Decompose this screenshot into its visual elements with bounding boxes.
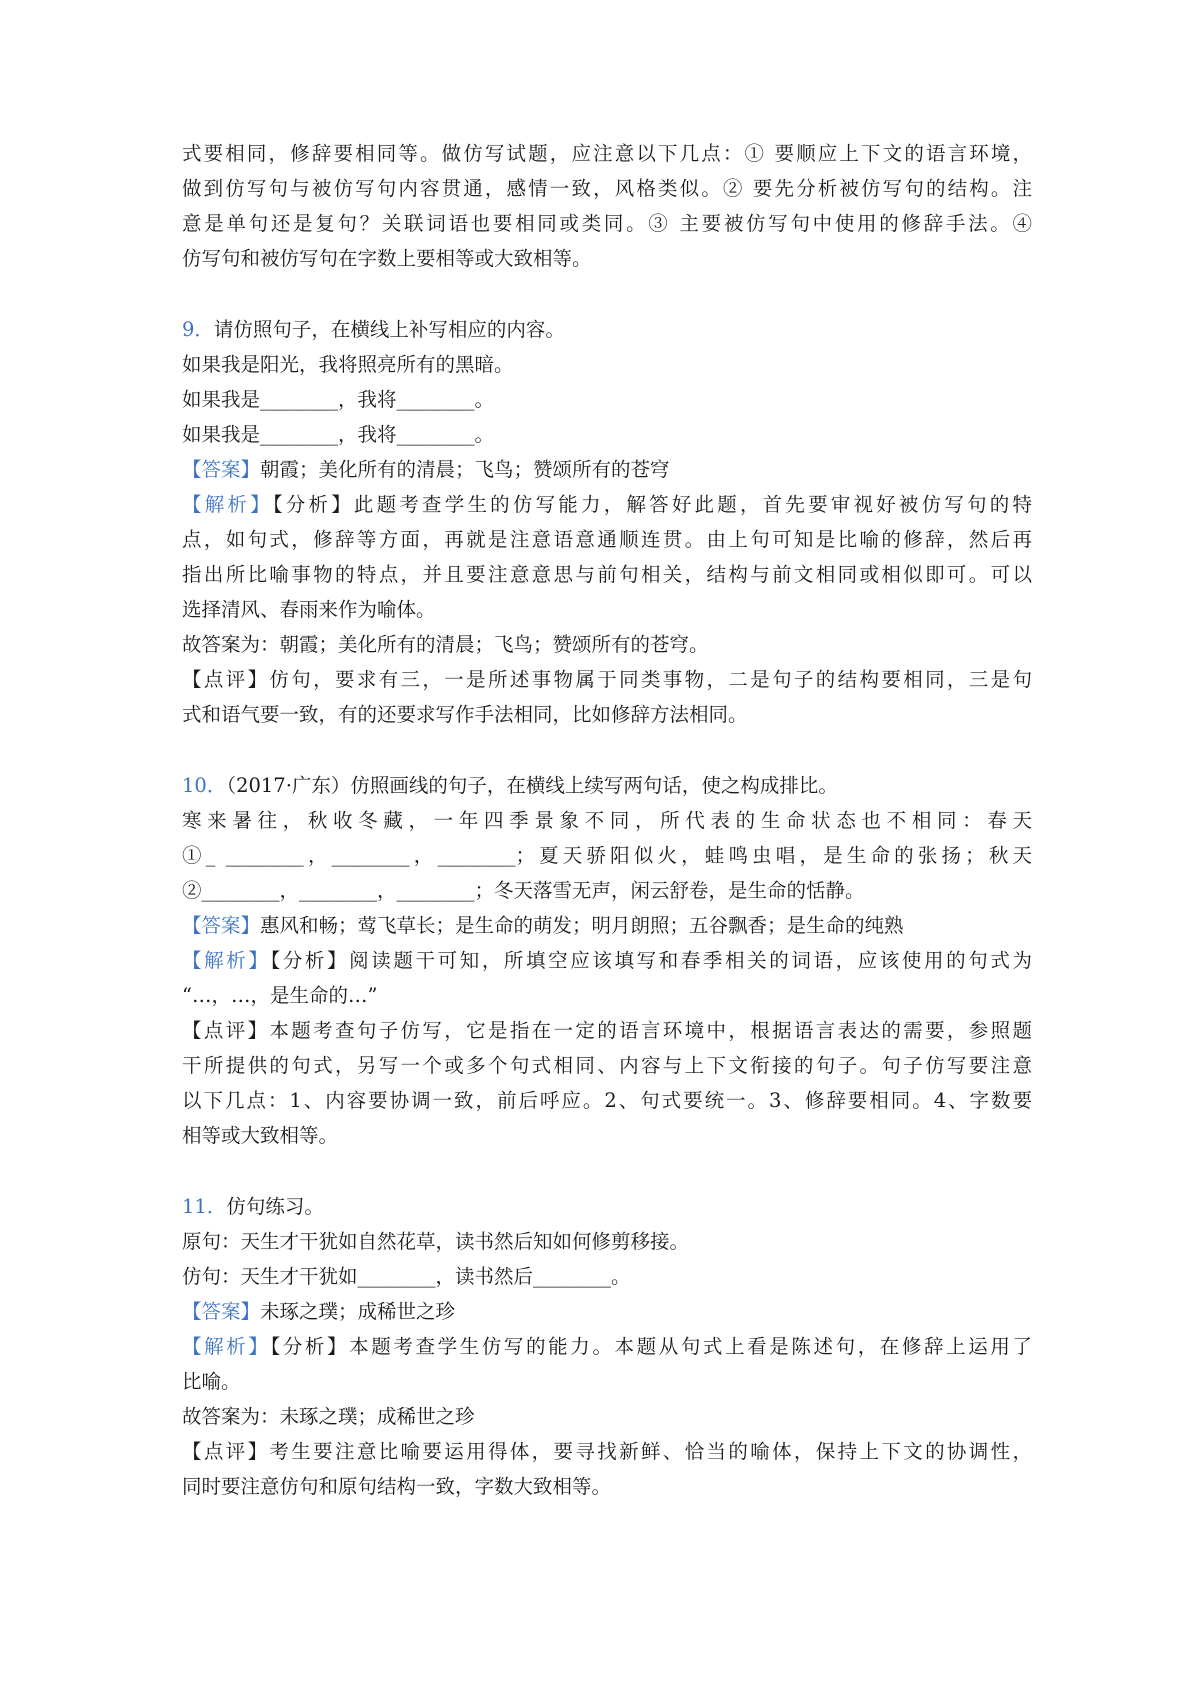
comment-line: 干所提供的句式，另写一个或多个句式相同、内容与上下文衔接的句子。句子仿写要注意 (182, 1054, 1032, 1077)
question-line: ②________，________，________；冬天落雪无声，闲云舒卷，是生命的恬静。 (182, 879, 865, 902)
question-text: 请仿照句子，在横线上补写相应的内容。 (213, 318, 565, 341)
answer-label: 【答案】 (182, 458, 261, 481)
question-10 (182, 768, 1032, 1153)
analysis-text: 【分析】阅读题干可知，所填空应该填写和春季相关的词语，应该使用的句式为 (270, 949, 1032, 972)
question-number: 11． (182, 1195, 227, 1218)
question-line: 仿句：天生才干犹如________，读书然后________。 (182, 1265, 631, 1288)
answer-line (182, 452, 1032, 487)
comment-line: 以下几点：1、内容要协调一致，前后呼应。2、句式要统一。3、修辞要相同。4、字数要 (182, 1089, 1032, 1112)
spacer (182, 732, 1032, 768)
intro-line: 做到仿写句与被仿写句内容贯通，感情一致，风格类似。② 要先分析被仿写句的结构。注 (182, 177, 1032, 200)
analysis-label: 【解析】 (182, 949, 271, 972)
analysis-text: 【分析】此题考查学生的仿写能力，解答好此题，首先要审视好被仿写句的特 (272, 493, 1032, 516)
comment-line: 【点评】仿句，要求有三，一是所述事物属于同类事物，二是句子的结构要相同，三是句 (182, 668, 1032, 691)
question-line: 如果我是________，我将________。 (182, 388, 495, 411)
question-line: 如果我是________，我将________。 (182, 423, 495, 446)
answer-text: 朝霞；美化所有的清晨；飞鸟；赞颂所有的苍穹 (260, 458, 670, 481)
conclusion-line: 故答案为：朝霞；美化所有的清晨；飞鸟；赞颂所有的苍穹。 (182, 633, 709, 656)
intro-line: 仿写句和被仿写句在字数上要相等或大致相等。 (182, 247, 592, 270)
question-line: ①_ ________，________，________；夏天骄阳似火，蛙鸣虫唱，是生命的张扬；秋天 (182, 844, 1032, 867)
comment-line: 【点评】考生要注意比喻要运用得体，要寻找新鲜、恰当的喻体，保持上下文的协调性， (182, 1440, 1032, 1463)
comment-line: 相等或大致相等。 (182, 1124, 339, 1147)
analysis-line (182, 1329, 1032, 1364)
answer-text: 惠风和畅；莺飞草长；是生命的萌发；明月朗照；五谷飘香；是生命的纯熟 (260, 914, 904, 937)
question-number: 10． (182, 774, 227, 797)
question-text: （2017·广东）仿照画线的句子，在横线上续写两句话，使之构成排比。 (226, 774, 838, 797)
question-stem (182, 312, 1032, 347)
page-content (182, 136, 1032, 1504)
answer-label: 【答案】 (182, 1300, 261, 1323)
spacer (182, 276, 1032, 312)
question-stem (182, 1189, 1032, 1224)
analysis-line: 指出所比喻事物的特点，并且要注意意思与前句相关，结构与前文相同或相似即可。可以 (182, 563, 1032, 586)
answer-line (182, 908, 1032, 943)
answer-text: 未琢之璞；成稀世之珍 (260, 1300, 456, 1323)
intro-line: 意是单句还是复句？关联词语也要相同或类同。③ 主要被仿写句中使用的修辞手法。④ (182, 212, 1032, 235)
analysis-line: 点，如句式，修辞等方面，再就是注意语意通顺连贯。由上句可知是比喻的修辞，然后再 (182, 528, 1032, 551)
answer-label: 【答案】 (182, 914, 261, 937)
question-number: 9． (182, 318, 214, 341)
analysis-text: 【分析】本题考查学生仿写的能力。本题从句式上看是陈述句，在修辞上运用了 (270, 1335, 1032, 1358)
analysis-line: 比喻。 (182, 1370, 241, 1393)
spacer (182, 1153, 1032, 1189)
analysis-line: 选择清风、春雨来作为喻体。 (182, 598, 436, 621)
analysis-line: “…，…，是生命的…” (182, 984, 378, 1007)
analysis-label: 【解析】 (182, 1335, 271, 1358)
analysis-label: 【解析】 (182, 493, 273, 516)
question-line: 如果我是阳光，我将照亮所有的黑暗。 (182, 353, 514, 376)
question-stem (182, 768, 1032, 803)
question-line: 原句：天生才干犹如自然花草，读书然后知如何修剪移接。 (182, 1230, 690, 1253)
analysis-line (182, 943, 1032, 978)
intro-paragraph (182, 136, 1032, 276)
answer-line (182, 1294, 1032, 1329)
question-9 (182, 312, 1032, 732)
analysis-line (182, 487, 1032, 522)
intro-line: 式要相同，修辞要相同等。做仿写试题，应注意以下几点：① 要顺应上下文的语言环境， (182, 142, 1032, 165)
comment-line: 式和语气要一致，有的还要求写作手法相同，比如修辞方法相同。 (182, 703, 748, 726)
comment-line: 同时要注意仿句和原句结构一致，字数大致相等。 (182, 1475, 612, 1498)
conclusion-line: 故答案为：未琢之璞；成稀世之珍 (182, 1405, 475, 1428)
question-text: 仿句练习。 (226, 1195, 324, 1218)
question-11 (182, 1189, 1032, 1504)
comment-line: 【点评】本题考查句子仿写，它是指在一定的语言环境中，根据语言表达的需要，参照题 (182, 1019, 1032, 1042)
question-line: 寒来暑往，秋收冬藏，一年四季景象不同，所代表的生命状态也不相同：春天 (182, 809, 1032, 832)
